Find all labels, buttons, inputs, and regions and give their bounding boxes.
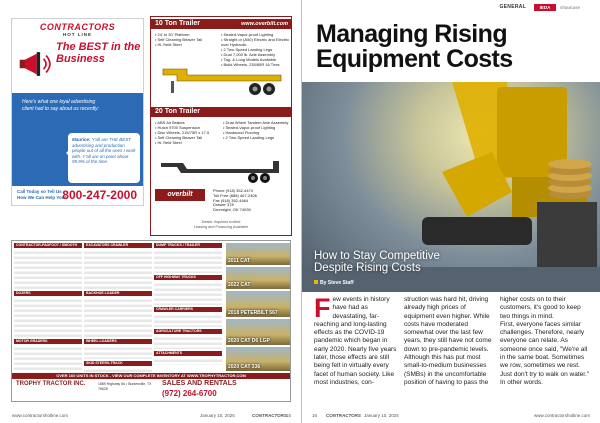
photo-label: 2011 CAT	[228, 258, 251, 264]
contractors-hotline-ad[interactable]	[11, 18, 144, 206]
spec-item: • Build Wheels, 235/85R 16 Tires	[221, 62, 291, 67]
trophy-footer	[12, 379, 290, 402]
inventory-rows	[84, 297, 152, 337]
testimonial-intro: Here's what one loyal advertising client had to say about us recently:	[22, 99, 99, 112]
trailer-heading-20ton: 20 Ton Trailer	[151, 107, 291, 117]
testimonial-bubble	[68, 133, 140, 183]
trailer-note	[151, 220, 291, 230]
ad-headline: The BEST in the Business	[56, 41, 141, 65]
folio-left-date: January 10, 2025	[200, 413, 235, 418]
contact-line: Drumright, OK 74030	[213, 207, 251, 213]
inventory-category: ATTACHMENTS	[154, 351, 222, 356]
spec-item: • Hi-Yield Steel	[155, 140, 221, 145]
folio-left-site: www.contractorshotline.com	[12, 413, 69, 418]
inventory-rows	[154, 313, 222, 327]
spec-item: • Self Cleaning Beaver Tail	[155, 135, 221, 140]
inventory-rows	[154, 357, 222, 365]
folio-right-date: January 10, 2025	[364, 413, 399, 418]
spec-item: • Dual Wheel Tandem Axle Assembly	[223, 120, 291, 125]
ad-call-row	[12, 186, 143, 205]
spec-item: • Disc Wheels, 215/75R x 17.5	[155, 130, 221, 135]
trailer-note-line1: Dealer Inquiries Invited	[201, 220, 241, 224]
spec-item: • ABS Air Brakes	[155, 120, 221, 125]
spec-item: • 2 Two-Speed Landing Legs	[223, 135, 291, 140]
inventory-rows	[154, 281, 222, 305]
spec-list-20ton-right	[223, 120, 291, 140]
article-subtitle-line2: Despite Rising Costs	[314, 262, 421, 274]
trailer-website[interactable]: www.overbilt.com	[241, 21, 288, 27]
inventory-category: DOZERS	[14, 291, 82, 296]
spec-item: • Hardwood Flooring	[223, 130, 291, 135]
ieda-logo: IEDA	[534, 4, 556, 11]
article-column-1	[314, 293, 398, 387]
equipment-photo	[226, 243, 290, 265]
gooseneck-trailer-image	[157, 61, 287, 101]
spec-list-20ton-left	[155, 120, 221, 145]
contact-line: Phone (918) 352-4474	[213, 188, 254, 193]
folio-right-page: 16	[312, 413, 318, 418]
article-column-3: higher costs on to their customers, it's good to keep two things in mind. First, everyone faces similar challenges. Therefore, nearly everyone can relate. As someone once said, "We're all in the same boat. Sometimes we row, sometimes we rest. Just don't try to walk on water." In other words.	[500, 296, 590, 386]
overbilt-trailer-ad[interactable]	[150, 16, 292, 236]
inventory-rows	[154, 249, 222, 273]
contact-line: Fax (918) 352-4464	[213, 197, 249, 203]
spec-item: • Sealed-Vapor-proof Lighting	[223, 125, 291, 130]
inventory-category: CRAWLER CARRIERS	[154, 307, 222, 312]
inventory-category: OFF HIGHWAY TRUCKS	[154, 275, 222, 280]
inventory-category: DUMP TRUCKS / TRAILER	[154, 243, 222, 248]
folio-left-mag: CONTRACTORS	[252, 413, 287, 418]
trophy-sales-title: SALES AND RENTALS	[162, 380, 237, 387]
spec-item: • 2 Two-Speed Landing Legs	[221, 47, 291, 52]
ad-banner	[20, 22, 135, 38]
spec-item: • Hutch 9700 Suspension	[155, 125, 221, 130]
overbilt-logo: overbilt	[155, 189, 205, 201]
ad-phone[interactable]: 800-247-2000	[62, 188, 137, 202]
ad-call-line1: Call Today so Tell Us	[17, 189, 62, 194]
trailer-heading-10ton	[151, 19, 291, 29]
inventory-category: CONTRACTOR-PADFOOT / SMOOTH	[14, 243, 82, 248]
ad-banner-title: CONTRACTORS	[39, 22, 116, 32]
photo-label: 2022 CAT	[228, 282, 251, 288]
inventory-category: SKID STEERS-TRACK	[84, 361, 152, 366]
spec-item: • Hi-Yield Steel	[155, 42, 219, 47]
megaphone-icon	[18, 47, 52, 81]
testimonial-panel	[12, 93, 143, 188]
spec-item: • 24' to 30' Platform	[155, 32, 219, 37]
inventory-column-3	[154, 243, 222, 367]
right-page	[302, 0, 600, 423]
article-title	[316, 22, 596, 72]
contact-line: Drawer 378	[213, 202, 234, 208]
inventory-category: MOTOR GRADERS	[14, 339, 82, 344]
quote-text: Y'all are THE BEST advertising and production people out of all the ones I work with. Y'all are on point about 99.9% of the time.	[72, 137, 136, 165]
inventory-category: EXCAVATORS CRAWLER	[84, 243, 152, 248]
section-header	[0, 4, 600, 12]
article-byline: By Steve Staff	[314, 280, 354, 286]
article-title-line2: Equipment Costs	[316, 45, 513, 73]
article-col1-text: ew events in history have had as devastating, far-reaching and long-lasting effects as the COVID-19 pandemic which began in early 2020. Nearly five years later, those effects are still being felt in virtually every facet of human society. Like most industries, con-	[314, 296, 397, 386]
inventory-category: WHEEL LOADERS	[84, 339, 152, 344]
equipment-photo	[226, 291, 290, 317]
article-subtitle-line1: How to Stay Competitive	[314, 250, 440, 262]
equipment-photos	[226, 243, 290, 373]
trophy-name: TROPHY TRACTOR INC.	[16, 381, 86, 387]
inventory-bar[interactable]: OVER 160 UNITS IN STOCK - VIEW OUR COMPLETE INVENTORY AT WWW.TROPHYTRACTOR.COM	[12, 373, 290, 379]
quote-name: Maurice:	[72, 137, 91, 142]
spec-item: • Straight or (A50) Electric and Electric over Hydraulic	[221, 37, 291, 47]
contact-line: Toll Free (888) 467-2406	[213, 192, 257, 198]
trophy-phone[interactable]: (972) 264-6700	[162, 389, 217, 398]
equipment-photo	[226, 319, 290, 345]
spec-item: • Sealed-Vapor-proof Lighting	[221, 32, 291, 37]
section-label: GENERAL	[499, 4, 526, 10]
inventory-rows	[14, 249, 82, 289]
trailer-contact	[213, 189, 257, 213]
photo-label: 2020 CAT D6 LGP	[228, 338, 270, 344]
inventory-rows	[14, 345, 82, 373]
trophy-tractor-ad[interactable]	[11, 240, 291, 402]
spec-item: • Dual 7,000 lb. Axle Assembly	[221, 52, 291, 57]
ad-banner-sub: HOT LINE	[63, 32, 92, 37]
equipment-photo	[226, 267, 290, 289]
article-subtitle	[314, 250, 440, 274]
folio-right-site: www.contractorshotline.com	[533, 413, 590, 418]
equipment-photo	[226, 347, 290, 371]
trailer-heading-10ton-text: 10 Ton Trailer	[155, 20, 200, 27]
ad-call-text	[17, 189, 66, 201]
folio-left-page: 15	[286, 413, 292, 418]
inventory-rows	[84, 249, 152, 289]
inventory-column-2	[84, 243, 152, 377]
inventory-rows	[84, 345, 152, 359]
spec-list-10ton-left	[155, 32, 219, 47]
article-title-line1: Managing Rising	[316, 20, 508, 48]
photo-label: 2020 CAT 336	[228, 364, 261, 370]
lowboy-trailer-image	[157, 151, 287, 187]
article-column-2: struction was hard hit, driving already high prices of equipment even higher. While costs have moderated somewhat over the last few years, they still have not come down to pre-pandemic levels. Although this has put most small-to-medium businesses (SMBs) in the uncomfortable position of having to pass the	[404, 296, 492, 386]
inventory-category: BACKHOE LOADER	[84, 291, 152, 296]
inventory-column-1	[14, 243, 82, 375]
inventory-category: AGRICULTURE TRACTORS	[154, 329, 222, 334]
photo-label: 2018 PETERBILT 567	[228, 310, 278, 316]
trophy-address: 1889 Highway 66 • Burkesville, TX 76628	[98, 382, 152, 391]
spec-item: • Self Cleaning Beaver Tail	[155, 37, 219, 42]
trailer-note-line2: Leasing and Financing Available	[193, 224, 249, 229]
showcase-label: showcase	[559, 5, 580, 10]
drop-cap: F	[314, 293, 331, 323]
ad-call-line2: How We Can Help You!	[17, 194, 67, 200]
spec-item: • Tag- & Long Models Available	[221, 57, 291, 62]
inventory-rows	[14, 297, 82, 337]
folio-right-mag: CONTRACTORS	[326, 413, 361, 418]
inventory-rows	[154, 335, 222, 349]
